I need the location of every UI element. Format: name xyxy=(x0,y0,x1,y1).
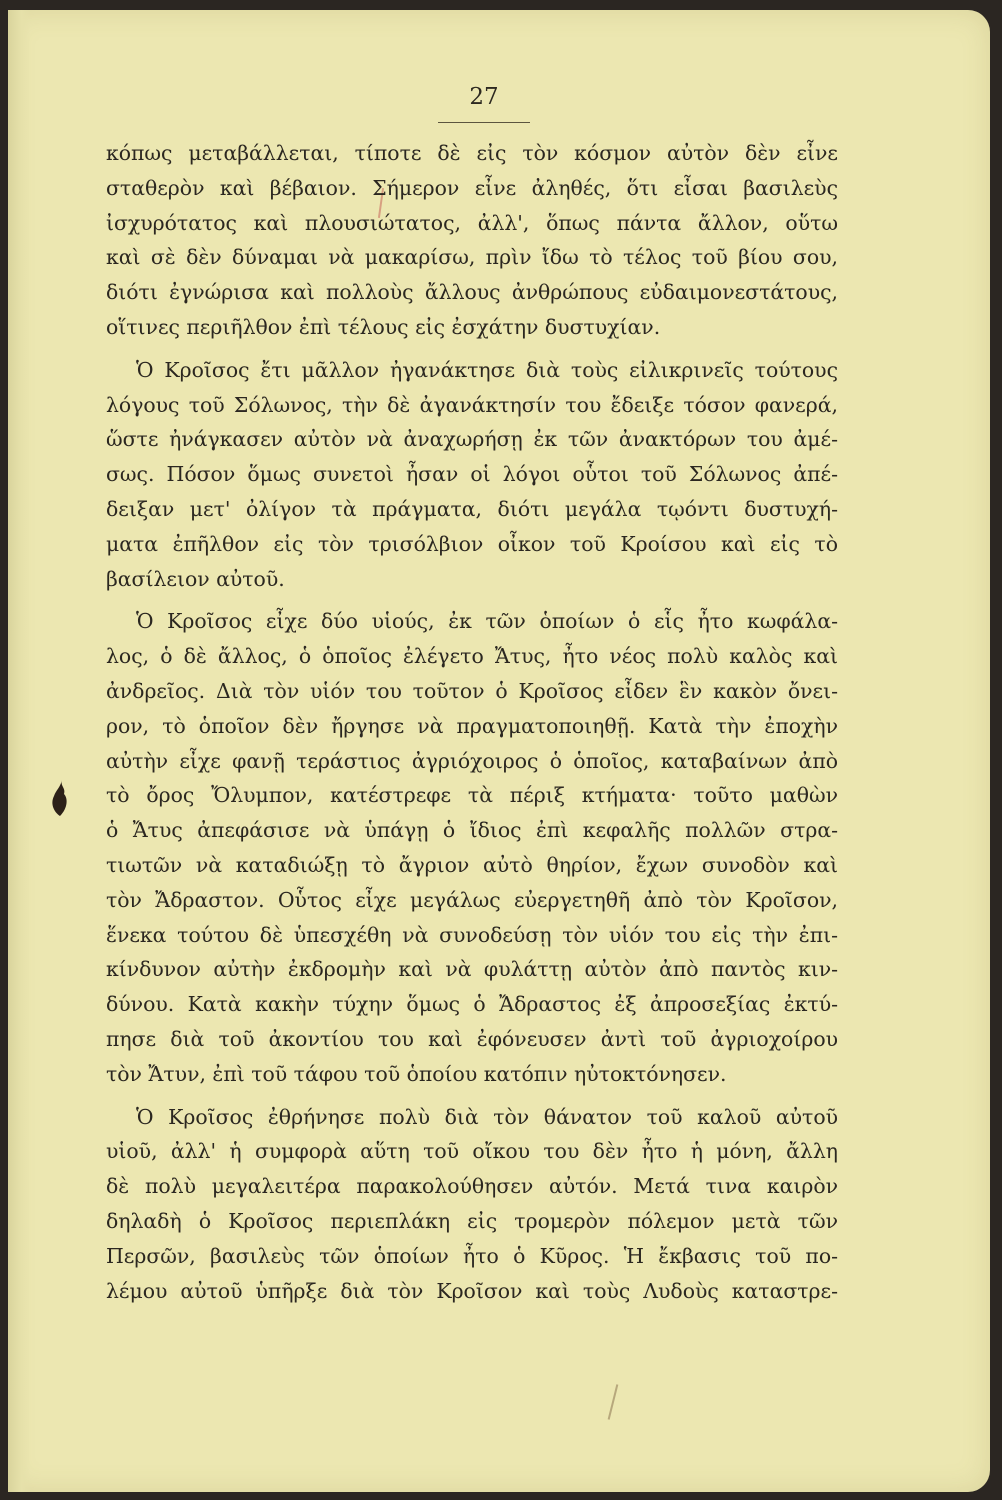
page-number-rule xyxy=(438,122,530,123)
paragraph xyxy=(106,604,838,1091)
text-line: τὸν Ἄδραστον. Οὗτος εἶχε μεγάλως εὐεργετηθῆ ἀπὸ τὸν Κροῖσον, xyxy=(106,887,838,912)
ink-blot-mark xyxy=(48,778,70,818)
book-page xyxy=(8,10,990,1492)
text-line: βασίλειον αὐτοῦ. xyxy=(106,566,285,591)
text-line: δύνου. Κατὰ κακὴν τύχην ὅμως ὁ Ἄδραστος ἐξ ἀπροσεξίας ἐκτύ- xyxy=(106,992,838,1017)
text-line: σως. Πόσον ὅμως συνετοὶ ἦσαν οἱ λόγοι οὗτοι τοῦ Σόλωνος ἀπέ- xyxy=(106,462,838,487)
text-line: τὸ ὄρος Ὄλυμπον, κατέστρεφε τὰ πέριξ κτήματα· τοῦτο μαθὼν xyxy=(106,783,838,808)
text-line: δειξαν μετ' ὀλίγον τὰ πράγματα, διότι μεγάλα τῳόντι δυστυχή- xyxy=(106,496,838,521)
text-line: αὐτὴν εἶχε φανῇ τεράστιος ἀγριόχοιρος ὁ ὁποῖος, καταβαίνων ἀπὸ xyxy=(106,748,838,773)
text-line: δὲ πολὺ μεγαλειτέρα παρακολούθησεν αὐτόν. Μετά τινα καιρὸν xyxy=(106,1174,838,1199)
text-line: ὥστε ἠνάγκασεν αὐτὸν νὰ ἀναχωρήσῃ ἐκ τῶν ἀνακτόρων του ἀμέ- xyxy=(106,427,838,452)
body-text xyxy=(106,136,838,1308)
text-line: σταθερὸν καὶ βέβαιον. Σήμερον εἶνε ἀληθές, ὅτι εἶσαι βασιλεὺς xyxy=(106,175,838,200)
text-line: ρον, τὸ ὁποῖον δὲν ἤργησε νὰ πραγματοποιηθῇ. Κατὰ τὴν ἐποχὴν xyxy=(106,713,838,738)
page-binding-edge xyxy=(8,10,30,1492)
text-line: ὁ Ἄτυς ἀπεφάσισε νὰ ὑπάγῃ ὁ ἴδιος ἐπὶ κεφαλῆς πολλῶν στρα- xyxy=(106,818,838,843)
text-line: τιωτῶν νὰ καταδιώξῃ τὸ ἄγριον αὐτὸ θηρίον, ἔχων συνοδὸν καὶ xyxy=(106,852,838,877)
text-line: κόπως μεταβάλλεται, τίποτε δὲ εἰς τὸν κόσμον αὐτὸν δὲν εἶνε xyxy=(106,141,838,165)
text-line: λέμου αὐτοῦ ὑπῆρξε διὰ τὸν Κροῖσον καὶ τοὺς Λυδοὺς καταστρε- xyxy=(106,1278,838,1303)
text-line: ἰσχυρότατος καὶ πλουσιώτατος, ἀλλ', ὅπως πάντα ἄλλον, οὕτω xyxy=(106,210,838,235)
text-line: δηλαδὴ ὁ Κροῖσος περιεπλάκη εἰς τρομερὸν πόλεμον μετὰ τῶν xyxy=(106,1208,838,1233)
paragraph xyxy=(106,353,838,597)
paragraph xyxy=(106,1100,838,1309)
text-line: υἱοῦ, ἀλλ' ἡ συμφορὰ αὕτη τοῦ οἴκου του δὲν ἦτο ἡ μόνη, ἄλλη xyxy=(106,1139,838,1164)
text-line: καὶ σὲ δὲν δύναμαι νὰ μακαρίσω, πρὶν ἴδω τὸ τέλος τοῦ βίου σου, xyxy=(106,245,838,270)
text-line: Ὁ Κροῖσος ἔτι μᾶλλον ἠγανάκτησε διὰ τοὺς εἰλικρινεῖς τούτους xyxy=(136,357,838,382)
text-line: πησε διὰ τοῦ ἀκοντίου του καὶ ἐφόνευσεν ἀντὶ τοῦ ἀγριοχοίρου xyxy=(106,1026,838,1051)
text-line: Ὁ Κροῖσος εἶχε δύο υἱούς, ἐκ τῶν ὁποίων ὁ εἷς ἦτο κωφάλα- xyxy=(136,609,838,634)
text-line: λος, ὁ δὲ ἄλλος, ὁ ὁποῖος ἐλέγετο Ἄτυς, ἦτο νέος πολὺ καλὸς καὶ xyxy=(106,644,838,669)
text-line: ἕνεκα τούτου δὲ ὑπεσχέθη νὰ συνοδεύσῃ τὸν υἱόν του εἰς τὴν ἐπι- xyxy=(106,922,838,947)
text-line: οἵτινες περιῆλθον ἐπὶ τέλους εἰς ἐσχάτην δυστυχίαν. xyxy=(106,314,661,339)
text-line: Περσῶν, βασιλεὺς τῶν ὁποίων ἦτο ὁ Κῦρος. Ἡ ἔκβασις τοῦ πο- xyxy=(106,1243,838,1268)
pencil-mark xyxy=(608,1384,619,1419)
text-line: Ὁ Κροῖσος ἐθρήνησε πολὺ διὰ τὸν θάνατον τοῦ καλοῦ αὐτοῦ xyxy=(136,1104,838,1129)
text-line: ματα ἐπῆλθον εἰς τὸν τρισόλβιον οἶκον τοῦ Κροίσου καὶ εἰς τὸ xyxy=(106,531,838,556)
text-line: λόγους τοῦ Σόλωνος, τὴν δὲ ἀγανάκτησίν του ἔδειξε τόσον φανερά, xyxy=(106,392,838,417)
page-number: 27 xyxy=(469,84,499,110)
text-line: ἀνδρεῖος. Διὰ τὸν υἱόν του τοῦτον ὁ Κροῖσος εἶδεν ἓν κακὸν ὄνει- xyxy=(106,678,838,703)
paragraph xyxy=(106,136,838,345)
text-line: κίνδυνον αὐτὴν ἐκδρομὴν καὶ νὰ φυλάττῃ αὐτὸν ἀπὸ παντὸς κιν- xyxy=(106,957,838,982)
text-line: τὸν Ἄτυν, ἐπὶ τοῦ τάφου τοῦ ὁποίου κατόπιν ηὐτοκτόνησεν. xyxy=(106,1061,727,1086)
text-line: διότι ἐγνώρισα καὶ πολλοὺς ἄλλους ἀνθρώπους εὐδαιμονεστάτους, xyxy=(106,280,838,305)
